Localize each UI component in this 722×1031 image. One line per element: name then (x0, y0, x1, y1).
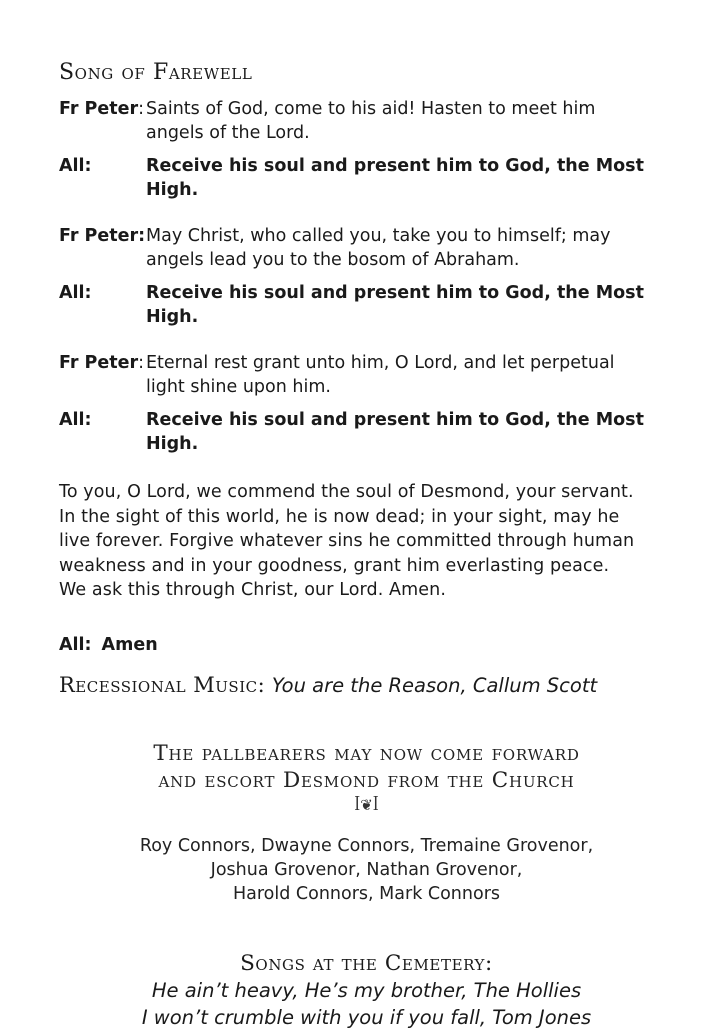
call-line (59, 97, 674, 145)
speaker-label (59, 351, 146, 399)
call-text-line: angels lead you to the bosom of Abraham. (146, 250, 520, 270)
pallbearers-section (59, 740, 674, 906)
call-text (146, 224, 674, 272)
response-line (59, 281, 674, 329)
response-text: Receive his soul and present him to God, the Most High. (146, 283, 644, 327)
prayer-line: We ask this through Christ, our Lord. Amen. (59, 580, 447, 600)
recessional-music (59, 671, 674, 700)
speaker-colon: : (138, 99, 145, 119)
farewell-exchange-3 (59, 351, 674, 456)
cemetery-song: He ain’t heavy, He’s my brother, The Hollies (151, 978, 582, 1002)
farewell-exchange-2 (59, 224, 674, 329)
commendation-prayer (59, 480, 674, 603)
call-line (59, 351, 674, 399)
speaker-label: Fr Peter: (59, 226, 146, 246)
cemetery-song: I won’t crumble with you if you fall, Tom Jones (141, 1005, 592, 1029)
call-text-line: light shine upon him. (146, 377, 331, 397)
prayer-line: live forever. Forgive whatever sins he committed through human (59, 531, 635, 551)
pallbearer-names-line: Joshua Grovenor, Nathan Grovenor, (210, 859, 523, 880)
response-speaker: All: (59, 283, 92, 303)
pallbearer-names-line: Harold Connors, Mark Connors (232, 883, 501, 904)
call-text-line: May Christ, who called you, take you to himself; may (146, 226, 611, 246)
response-line (59, 154, 674, 202)
pallbearer-names-line: Roy Connors, Dwayne Connors, Tremaine Grovenor, (139, 835, 594, 856)
call-line (59, 224, 674, 272)
call-text-line: Eternal rest grant unto him, O Lord, and let perpetual (146, 353, 615, 373)
ornament-divider-icon: ꟾ❦ꟾ (354, 795, 379, 814)
recessional-label: Recessional Music: (59, 672, 266, 697)
cemetery-section (59, 950, 674, 1031)
response-text: Receive his soul and present him to God, the Most High. (146, 410, 644, 454)
prayer-line: In the sight of this world, he is now dead; in your sight, may he (59, 506, 620, 527)
prayer-line: weakness and in your goodness, grant him everlasting peace. (59, 555, 610, 576)
pallbearers-title-line: and escort Desmond from the Church (158, 767, 575, 793)
farewell-exchange-1 (59, 97, 674, 202)
response-line (59, 408, 674, 456)
response-speaker: All: (59, 156, 92, 176)
pallbearers-title (59, 740, 674, 794)
cemetery-title: Songs at the Cemetery: (240, 950, 493, 976)
speaker-name: Fr Peter (59, 99, 139, 119)
response-text: Receive his soul and present him to God, the Most High. (146, 156, 644, 200)
response-speaker: All: (59, 410, 92, 430)
call-text-line: Saints of God, come to his aid! Hasten to meet him (146, 99, 596, 119)
call-text (146, 351, 674, 399)
recessional-work: You are the Reason, Callum Scott (271, 673, 598, 697)
amen-response (59, 633, 674, 657)
speaker-name: Fr Peter (59, 353, 139, 373)
song-of-farewell-heading: Song of Farewell (59, 60, 253, 85)
pallbearers-title-line: The pallbearers may now come forward (153, 740, 580, 766)
speaker-label (59, 97, 146, 145)
amen-text: Amen (101, 634, 158, 655)
call-text-line: angels of the Lord. (146, 123, 310, 143)
prayer-line: To you, O Lord, we commend the soul of Desmond, your servant. (59, 482, 634, 502)
pallbearer-names (59, 834, 674, 906)
call-text (146, 97, 674, 145)
speaker-colon: : (138, 353, 145, 373)
amen-speaker: All: (59, 634, 92, 655)
